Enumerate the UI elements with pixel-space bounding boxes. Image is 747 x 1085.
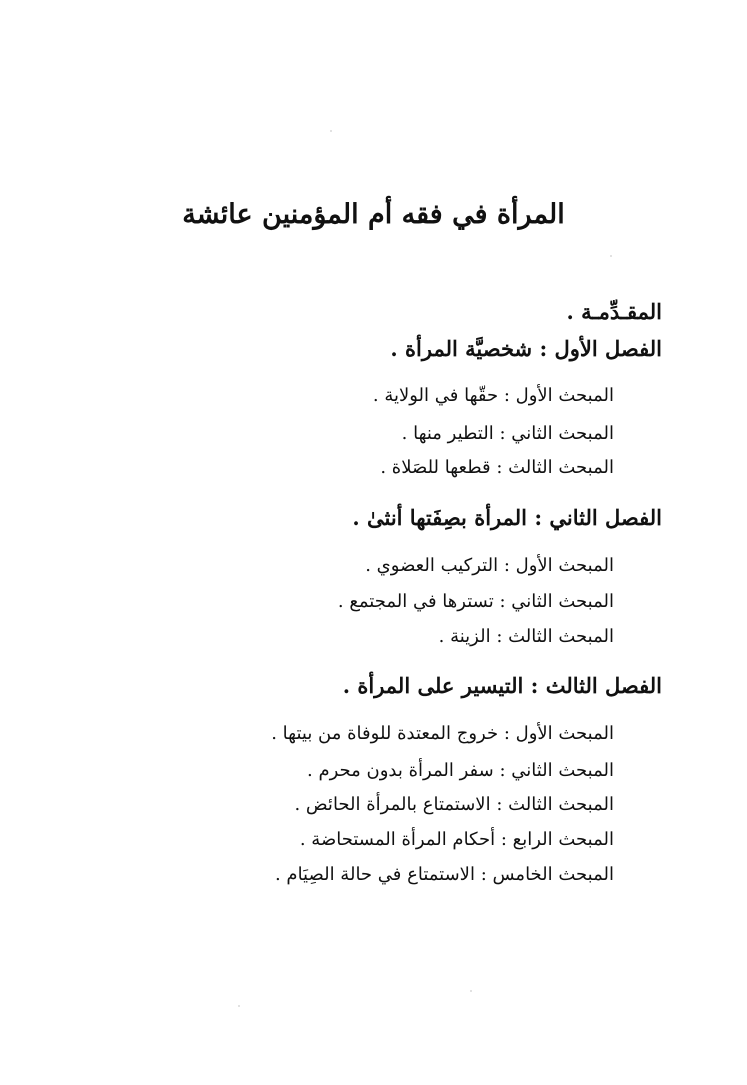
introduction-heading: المقـدِّمـة .	[566, 299, 662, 324]
chapter-1-subject: شخصيَّة المرأة .	[390, 336, 533, 361]
section-label: المبحث الأول :	[503, 555, 614, 576]
chapter-1-section-3	[380, 453, 614, 483]
chapter-2-subject: المرأة بصِفَتها أنثىٰ .	[352, 505, 528, 530]
scan-speck	[610, 255, 612, 257]
section-label: المبحث الثاني :	[499, 760, 614, 781]
scan-speck	[330, 130, 332, 132]
chapter-3-section-2	[307, 756, 614, 786]
section-label: المبحث الثاني :	[499, 423, 614, 444]
chapter-2-label: الفصل الثاني :	[534, 505, 662, 530]
section-text: حقّها في الولاية .	[372, 385, 499, 406]
section-label: المبحث الثالث :	[496, 626, 614, 647]
chapter-3-subject: التيسير على المرأة .	[342, 673, 524, 698]
chapter-3-section-4	[300, 825, 614, 855]
chapter-1-heading	[390, 333, 662, 365]
section-text: خروج المعتدة للوفاة من بيتها .	[271, 723, 499, 744]
section-label: المبحث الأول :	[503, 385, 614, 406]
section-text: الزينة .	[438, 626, 491, 647]
scan-speck	[238, 1005, 240, 1007]
section-text: سفر المرأة بدون محرم .	[307, 760, 494, 781]
chapter-2-heading	[352, 502, 662, 534]
section-text: تسترها في المجتمع .	[337, 591, 494, 612]
chapter-1-label: الفصل الأول :	[539, 336, 662, 361]
chapter-3-section-1	[271, 719, 614, 749]
section-text: الاستمتاع في حالة الصِيَام .	[274, 864, 475, 885]
chapter-1-section-2	[402, 419, 614, 449]
section-label: المبحث الرابع :	[500, 829, 614, 850]
section-label: المبحث الأول :	[503, 723, 614, 744]
chapter-2-section-1	[365, 551, 614, 581]
chapter-3-section-3	[294, 790, 614, 820]
section-label: المبحث الثالث :	[496, 794, 614, 815]
chapter-2-section-2	[338, 587, 614, 617]
section-label: المبحث الخامس :	[480, 864, 614, 885]
section-label: المبحث الثاني :	[499, 591, 614, 612]
section-text: الاستمتاع بالمرأة الحائض .	[294, 794, 491, 815]
chapter-1-section-1	[373, 381, 614, 411]
chapter-3-label: الفصل الثالث :	[530, 673, 662, 698]
scan-speck	[470, 990, 472, 992]
page-title: المرأة في فقه أم المؤمنين عائشة	[182, 199, 565, 230]
chapter-3-section-5	[275, 860, 614, 890]
section-text: قطعها للصَلاة .	[380, 457, 491, 478]
chapter-3-heading	[343, 670, 662, 702]
section-text: أحكام المرأة المستحاضة .	[299, 829, 496, 850]
section-text: التركيب العضوي .	[365, 555, 499, 576]
section-label: المبحث الثالث :	[496, 457, 614, 478]
section-text: التطير منها .	[401, 423, 494, 444]
chapter-2-section-3	[439, 622, 614, 652]
